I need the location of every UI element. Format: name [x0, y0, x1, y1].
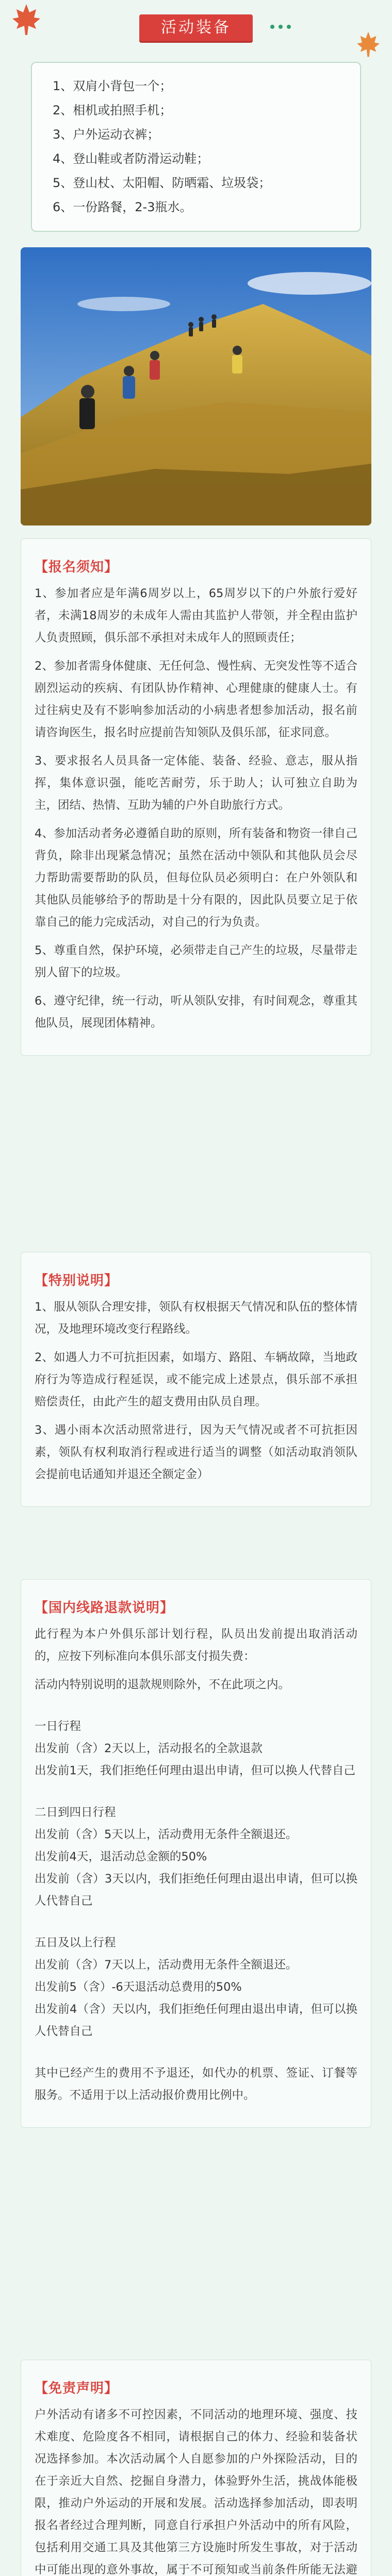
refund-intro: 此行程为本户外俱乐部计划行程，队员出发前提出取消活动的，应按下列标准向本俱乐部支付损失费： — [35, 1628, 357, 1663]
special-section — [21, 1252, 371, 1507]
equipment-item: 3、户外运动衣裤； — [53, 127, 160, 142]
special-paragraph: 3、遇小雨本次活动照常进行，因为天气情况或者不可抗拒因素，领队有权利取消行程或进行适当的调整（如活动取消领队会提前电话通知并退还全额定金） — [35, 1423, 357, 1481]
equipment-list — [31, 62, 361, 232]
registration-paragraph: 4、参加活动者务必遵循自助的原则，所有装备和物资一律自己背负，除非出现紧急情况；虽然在活动中领队和其他队员会尽力帮助需要帮助的队员，但每位队员必须明白：在户外领队和其他队员能够给予的帮助是十分有限的，因此队员要立足于依靠自己的能力完成活动，对自己的行为负责。 — [35, 827, 357, 929]
equipment-header — [0, 0, 392, 46]
special-paragraph: 1、服从领队合理安排，领队有权根据天气情况和队伍的整体情况，及地理环境改变行程路线。 — [35, 1300, 357, 1336]
maple-leaf-icon — [356, 31, 381, 58]
registration-paragraph: 5、尊重自然，保护环境，必须带走自己产生的垃圾，尽量带走别人留下的垃圾。 — [35, 944, 357, 979]
hiking-photo-illustration — [21, 247, 371, 526]
refund-rule: 出发前4天，退活动总金额的50% — [35, 1850, 207, 1863]
hiking-photo — [21, 247, 371, 526]
equipment-item: 5、登山杖、太阳帽、防晒霜、垃圾袋； — [53, 176, 271, 190]
refund-rule: 出发前1天，我们拒绝任何理由退出申请，但可以换人代替自己 — [35, 1764, 355, 1777]
special-title: 【特别说明】 — [35, 1273, 119, 1289]
registration-paragraph: 3、要求报名人员具备一定体能、装备、经验、意志，服从指挥，集体意识强，能吃苦耐劳，乐于助人；认可独立自助为主，团结、热情、互助为辅的户外自助旅行方式。 — [35, 754, 357, 812]
refund-rule: 出发前（含）2天以上，活动报名的全款退款 — [35, 1742, 263, 1755]
equipment-item: 2、相机或拍照手机； — [53, 103, 172, 117]
registration-paragraph: 1、参加者应是年满6周岁以上，65周岁以下的户外旅行爱好者，未满18周岁的未成年人需由其监护人带领，并全程由监护人负责照顾，俱乐部不承担对未成年人的照顾责任； — [35, 587, 357, 645]
refund-one-day-heading: 一日行程 — [35, 1720, 81, 1733]
refund-rule: 出发前（含）5天以上，活动费用无条件全额退还。 — [35, 1828, 298, 1841]
disclaimer-title: 【免责声明】 — [35, 2381, 119, 2396]
equipment-title: 活动装备 — [139, 14, 253, 41]
refund-section — [21, 1579, 371, 2128]
refund-intro-note: 活动内特别说明的退款规则除外，不在此项之内。 — [35, 1678, 290, 1691]
dots-decoration-icon — [268, 21, 299, 33]
disclaimer-section — [21, 2360, 371, 2576]
registration-title: 【报名须知】 — [35, 560, 119, 575]
registration-paragraph: 2、参加者需身体健康、无任何急、慢性病、无突发性等不适合剧烈运动的疾病、有团队协作精神、心理健康的健康人士。有过往病史及有不影响参加活动的小病患者想参加活动，报名前请咨询医生，报名时应提前告知领队及俱乐部，征求同意。 — [35, 659, 357, 739]
refund-rule: 出发前4（含）天以内，我们拒绝任何理由退出申请，但可以换人代替自己 — [35, 2003, 357, 2038]
maple-leaf-icon — [11, 3, 41, 36]
refund-note: 其中已经产生的费用不予退还，如代办的机票、签证、订餐等服务。不适用于以上活动报价费用比例中。 — [35, 2066, 357, 2102]
refund-rule: 出发前5（含）-6天退活动总费用的50% — [35, 1980, 242, 1994]
refund-title: 【国内线路退款说明】 — [35, 1600, 174, 1616]
refund-rule: 出发前（含）7天以上，活动费用无条件全额退还。 — [35, 1958, 298, 1972]
equipment-item: 4、登山鞋或者防滑运动鞋； — [53, 151, 209, 166]
registration-section — [21, 538, 371, 1056]
disclaimer-text: 户外活动有诸多不可控因素，不同活动的地理环境、强度、技术难度、危险度各不相同，请根据自己的体力、经验和装备状况选择参加。本次活动属个人自愿参加的户外探险活动，目的在于亲近大自然、挖掘自身潜力，体验野外生活，挑战体能极限，推动户外运动的开展和发展。活动选择参加活动，即表明报名者经过合理判断，同意自行承担户外活动中的所有风险，包括利用交通工具及其他第三方设施时所发生事故，对于活动中可能出现的意外事故，属于不可预知或当前条件所能无法避 — [35, 2408, 357, 2576]
equipment-item: 1、双肩小背包一个； — [53, 79, 172, 93]
refund-two-four-heading: 二日到四日行程 — [35, 1806, 116, 1819]
special-paragraph: 2、如遇人力不可抗拒因素，如塌方、路阻、车辆故障，当地政府行为等造成行程延误，或不能完成上述景点，俱乐部不承担赔偿责任，由此产生的超支费用由队员自理。 — [35, 1351, 357, 1409]
registration-paragraph: 6、遵守纪律，统一行动，听从领队安排，有时间观念，尊重其他队员，展现团体精神。 — [35, 994, 357, 1030]
equipment-item: 6、一份路餐，2-3瓶水。 — [53, 200, 192, 214]
refund-rule: 出发前（含）3天以内，我们拒绝任何理由退出申请，但可以换人代替自己 — [35, 1872, 357, 1908]
refund-five-plus-heading: 五日及以上行程 — [35, 1936, 116, 1950]
